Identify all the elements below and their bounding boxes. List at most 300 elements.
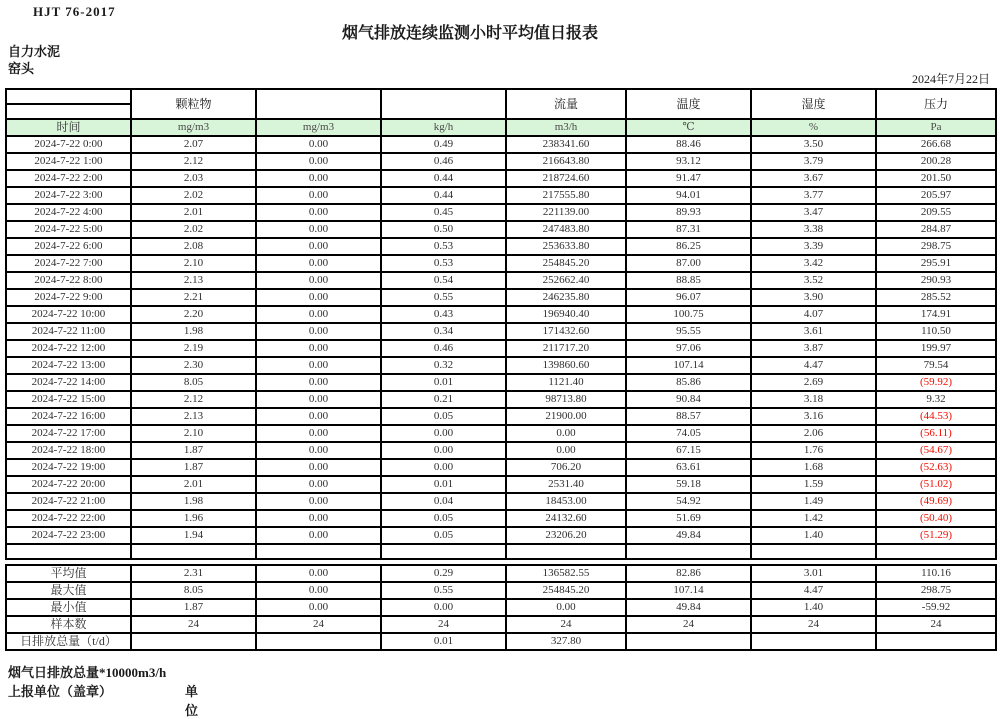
time-cell: 2024-7-22 13:00 [6, 357, 131, 374]
value-cell: 0.00 [256, 238, 381, 255]
value-cell: 199.97 [876, 340, 996, 357]
time-cell: 2024-7-22 10:00 [6, 306, 131, 323]
value-cell: 2531.40 [506, 476, 626, 493]
value-cell: 2.20 [131, 306, 256, 323]
summary-value-cell: 24 [256, 616, 381, 633]
summary-value-cell: 0.00 [256, 582, 381, 599]
value-cell: 0.00 [256, 425, 381, 442]
value-cell: 0.00 [256, 136, 381, 153]
summary-value-cell: 0.00 [256, 599, 381, 616]
summary-value-cell [131, 633, 256, 650]
value-cell: 0.00 [256, 153, 381, 170]
table-row [6, 425, 996, 442]
value-cell: (52.63) [876, 459, 996, 476]
value-cell: 94.01 [626, 187, 751, 204]
summary-value-cell [256, 633, 381, 650]
header-particulate: 颗粒物 [131, 89, 256, 119]
summary-value-cell: 136582.55 [506, 565, 626, 582]
value-cell: 1.87 [131, 442, 256, 459]
value-cell: 18453.00 [506, 493, 626, 510]
value-cell: 0.44 [381, 187, 506, 204]
table-row [6, 136, 996, 153]
value-cell: 0.01 [381, 476, 506, 493]
summary-value-cell: 3.01 [751, 565, 876, 582]
value-cell: 3.47 [751, 204, 876, 221]
report-table-area [5, 88, 995, 651]
value-cell: 100.75 [626, 306, 751, 323]
value-cell: 3.39 [751, 238, 876, 255]
value-cell: (44.53) [876, 408, 996, 425]
value-cell: 1.94 [131, 527, 256, 544]
summary-tbody [6, 565, 996, 650]
value-cell: 67.15 [626, 442, 751, 459]
value-cell: (49.69) [876, 493, 996, 510]
value-cell: 1.87 [131, 459, 256, 476]
value-cell: 0.00 [256, 289, 381, 306]
header-temperature: 温度 [626, 89, 751, 119]
summary-value-cell: 0.00 [256, 565, 381, 582]
value-cell: 87.00 [626, 255, 751, 272]
value-cell: 1.98 [131, 493, 256, 510]
value-cell: 0.00 [256, 391, 381, 408]
report-date: 2024年7月22日 [911, 72, 990, 86]
unit-time: 时间 [6, 119, 131, 136]
summary-value-cell [876, 633, 996, 650]
summary-label-cell: 样本数 [6, 616, 131, 633]
summary-value-cell: 24 [626, 616, 751, 633]
doc-standard-code: HJT 76-2017 [33, 4, 116, 19]
header-flow: 流量 [506, 89, 626, 119]
summary-label-cell: 最小值 [6, 599, 131, 616]
value-cell: 706.20 [506, 459, 626, 476]
table-row [6, 391, 996, 408]
time-cell: 2024-7-22 19:00 [6, 459, 131, 476]
value-cell: (54.67) [876, 442, 996, 459]
value-cell: 97.06 [626, 340, 751, 357]
value-cell: 174.91 [876, 306, 996, 323]
table-row [6, 527, 996, 544]
value-cell: 88.46 [626, 136, 751, 153]
flow-total-note: 烟气日排放总量*10000m3/h [8, 665, 167, 680]
time-cell: 2024-7-22 5:00 [6, 221, 131, 238]
value-cell: 0.46 [381, 153, 506, 170]
value-cell: 3.77 [751, 187, 876, 204]
unit-flow: m3/h [506, 119, 626, 136]
value-cell: 74.05 [626, 425, 751, 442]
value-cell: 139860.60 [506, 357, 626, 374]
table-row [6, 306, 996, 323]
time-cell: 2024-7-22 8:00 [6, 272, 131, 289]
value-cell: 2.02 [131, 187, 256, 204]
value-cell: 0.00 [256, 170, 381, 187]
value-cell: 0.34 [381, 323, 506, 340]
value-cell: 87.31 [626, 221, 751, 238]
value-cell: 3.87 [751, 340, 876, 357]
value-cell: 49.84 [626, 527, 751, 544]
value-cell: 0.00 [506, 442, 626, 459]
header-blank-2 [381, 89, 506, 119]
value-cell: 0.05 [381, 527, 506, 544]
summary-value-cell [626, 633, 751, 650]
value-cell: 2.12 [131, 153, 256, 170]
value-cell: 1.59 [751, 476, 876, 493]
value-cell: 0.00 [256, 306, 381, 323]
value-cell: 2.19 [131, 340, 256, 357]
value-cell: 4.47 [751, 357, 876, 374]
table-row [6, 170, 996, 187]
spacer-row [6, 544, 996, 559]
value-cell: 0.32 [381, 357, 506, 374]
value-cell: 2.13 [131, 272, 256, 289]
value-cell: 285.52 [876, 289, 996, 306]
value-cell: 0.00 [381, 459, 506, 476]
time-cell: 2024-7-22 3:00 [6, 187, 131, 204]
value-cell: 171432.60 [506, 323, 626, 340]
value-cell: 0.00 [256, 493, 381, 510]
unit-pressure: Pa [876, 119, 996, 136]
time-cell: 2024-7-22 22:00 [6, 510, 131, 527]
value-cell: 107.14 [626, 357, 751, 374]
monitoring-point-name: 窑头 [8, 61, 35, 76]
summary-row [6, 633, 996, 650]
value-cell: 59.18 [626, 476, 751, 493]
value-cell: 0.00 [256, 476, 381, 493]
value-cell: 2.01 [131, 476, 256, 493]
value-cell: 110.50 [876, 323, 996, 340]
value-cell [381, 544, 506, 559]
value-cell: 21900.00 [506, 408, 626, 425]
value-cell: 238341.60 [506, 136, 626, 153]
summary-value-cell: 2.31 [131, 565, 256, 582]
header-pressure: 压力 [876, 89, 996, 119]
time-cell: 2024-7-22 1:00 [6, 153, 131, 170]
value-cell: 0.53 [381, 255, 506, 272]
summary-value-cell: 24 [506, 616, 626, 633]
value-cell: 96.07 [626, 289, 751, 306]
table-row [6, 459, 996, 476]
value-cell: 2.69 [751, 374, 876, 391]
summary-table [5, 564, 997, 651]
value-cell: 246235.80 [506, 289, 626, 306]
value-cell: 24132.60 [506, 510, 626, 527]
value-cell [506, 544, 626, 559]
summary-value-cell: 24 [381, 616, 506, 633]
value-cell: 0.43 [381, 306, 506, 323]
value-cell: 201.50 [876, 170, 996, 187]
value-cell: 0.53 [381, 238, 506, 255]
value-cell: 4.07 [751, 306, 876, 323]
value-cell: 3.42 [751, 255, 876, 272]
value-cell: 295.91 [876, 255, 996, 272]
summary-row [6, 616, 996, 633]
value-cell: 218724.60 [506, 170, 626, 187]
value-cell: 2.21 [131, 289, 256, 306]
value-cell: 1.76 [751, 442, 876, 459]
summary-value-cell: 327.80 [506, 633, 626, 650]
unit-label: 单位 [185, 684, 199, 718]
value-cell: 63.61 [626, 459, 751, 476]
time-cell [6, 544, 131, 559]
summary-value-cell: 0.55 [381, 582, 506, 599]
time-cell: 2024-7-22 12:00 [6, 340, 131, 357]
unit-particulate: mg/m3 [131, 119, 256, 136]
table-row [6, 255, 996, 272]
value-cell: 0.00 [256, 408, 381, 425]
group-header-row [6, 89, 996, 104]
time-cell: 2024-7-22 7:00 [6, 255, 131, 272]
value-cell: 89.93 [626, 204, 751, 221]
value-cell: 88.57 [626, 408, 751, 425]
value-cell: 211717.20 [506, 340, 626, 357]
value-cell: 0.55 [381, 289, 506, 306]
time-cell: 2024-7-22 21:00 [6, 493, 131, 510]
value-cell: 0.00 [381, 442, 506, 459]
value-cell: 0.00 [256, 221, 381, 238]
summary-value-cell: 4.47 [751, 582, 876, 599]
summary-value-cell: 107.14 [626, 582, 751, 599]
value-cell: 252662.40 [506, 272, 626, 289]
summary-value-cell: 0.29 [381, 565, 506, 582]
value-cell: 253633.80 [506, 238, 626, 255]
value-cell: 2.12 [131, 391, 256, 408]
value-cell: 3.79 [751, 153, 876, 170]
table-row [6, 357, 996, 374]
value-cell: 54.92 [626, 493, 751, 510]
value-cell [256, 544, 381, 559]
value-cell: 1.68 [751, 459, 876, 476]
value-cell: 0.00 [256, 340, 381, 357]
header-time-blank-2 [6, 104, 131, 119]
summary-value-cell: 0.01 [381, 633, 506, 650]
value-cell: 205.97 [876, 187, 996, 204]
value-cell: 3.16 [751, 408, 876, 425]
time-cell: 2024-7-22 23:00 [6, 527, 131, 544]
header-blank-1 [256, 89, 381, 119]
value-cell: 0.46 [381, 340, 506, 357]
table-row [6, 187, 996, 204]
value-cell [876, 544, 996, 559]
value-cell: 2.07 [131, 136, 256, 153]
value-cell: 2.30 [131, 357, 256, 374]
report-unit-label: 上报单位（盖章） [8, 684, 113, 699]
value-cell: 3.18 [751, 391, 876, 408]
main-thead [6, 89, 996, 136]
value-cell: (51.02) [876, 476, 996, 493]
value-cell: 0.00 [256, 459, 381, 476]
value-cell: 3.50 [751, 136, 876, 153]
value-cell: 91.47 [626, 170, 751, 187]
value-cell: 254845.20 [506, 255, 626, 272]
value-cell: 90.84 [626, 391, 751, 408]
value-cell: 3.38 [751, 221, 876, 238]
value-cell: 85.86 [626, 374, 751, 391]
unit-mgm3: mg/m3 [256, 119, 381, 136]
summary-row [6, 582, 996, 599]
value-cell: 0.00 [506, 425, 626, 442]
time-cell: 2024-7-22 11:00 [6, 323, 131, 340]
table-row [6, 289, 996, 306]
table-row [6, 153, 996, 170]
value-cell: 0.01 [381, 374, 506, 391]
summary-label-cell: 最大值 [6, 582, 131, 599]
value-cell: 2.10 [131, 255, 256, 272]
unit-kgh: kg/h [381, 119, 506, 136]
unit-row [6, 119, 996, 136]
table-row [6, 476, 996, 493]
time-cell: 2024-7-22 17:00 [6, 425, 131, 442]
summary-value-cell: 8.05 [131, 582, 256, 599]
value-cell: 1.40 [751, 527, 876, 544]
summary-row [6, 565, 996, 582]
time-cell: 2024-7-22 18:00 [6, 442, 131, 459]
summary-value-cell: 110.16 [876, 565, 996, 582]
table-row [6, 323, 996, 340]
time-cell: 2024-7-22 20:00 [6, 476, 131, 493]
value-cell: 8.05 [131, 374, 256, 391]
table-row [6, 272, 996, 289]
value-cell: 1.96 [131, 510, 256, 527]
value-cell: (59.92) [876, 374, 996, 391]
value-cell: 2.06 [751, 425, 876, 442]
table-row [6, 510, 996, 527]
value-cell: 196940.40 [506, 306, 626, 323]
value-cell: 0.45 [381, 204, 506, 221]
time-cell: 2024-7-22 15:00 [6, 391, 131, 408]
table-row [6, 204, 996, 221]
summary-value-cell: 1.87 [131, 599, 256, 616]
value-cell: 0.00 [256, 374, 381, 391]
value-cell: 0.21 [381, 391, 506, 408]
value-cell: 247483.80 [506, 221, 626, 238]
table-row [6, 493, 996, 510]
value-cell: 0.00 [256, 323, 381, 340]
value-cell: 0.00 [256, 510, 381, 527]
value-cell: 95.55 [626, 323, 751, 340]
report-unit-line [8, 681, 199, 718]
value-cell: 88.85 [626, 272, 751, 289]
value-cell: 3.61 [751, 323, 876, 340]
value-cell: 3.52 [751, 272, 876, 289]
value-cell: 2.10 [131, 425, 256, 442]
table-row [6, 238, 996, 255]
value-cell [131, 544, 256, 559]
value-cell: 0.00 [256, 442, 381, 459]
value-cell: 216643.80 [506, 153, 626, 170]
table-row [6, 374, 996, 391]
value-cell: 0.00 [256, 187, 381, 204]
summary-row [6, 599, 996, 616]
summary-label-cell: 平均值 [6, 565, 131, 582]
value-cell: 1121.40 [506, 374, 626, 391]
value-cell: 0.00 [256, 272, 381, 289]
unit-humidity: % [751, 119, 876, 136]
time-cell: 2024-7-22 6:00 [6, 238, 131, 255]
summary-value-cell: 24 [751, 616, 876, 633]
value-cell: 290.93 [876, 272, 996, 289]
value-cell: 3.90 [751, 289, 876, 306]
value-cell: 0.00 [256, 255, 381, 272]
value-cell: 2.03 [131, 170, 256, 187]
table-row [6, 340, 996, 357]
summary-value-cell: 1.40 [751, 599, 876, 616]
value-cell: 0.04 [381, 493, 506, 510]
value-cell: 2.08 [131, 238, 256, 255]
summary-value-cell: 49.84 [626, 599, 751, 616]
value-cell: 0.00 [256, 204, 381, 221]
value-cell: (56.11) [876, 425, 996, 442]
time-cell: 2024-7-22 4:00 [6, 204, 131, 221]
value-cell: 217555.80 [506, 187, 626, 204]
value-cell: 0.00 [256, 527, 381, 544]
summary-value-cell: 254845.20 [506, 582, 626, 599]
summary-value-cell: 298.75 [876, 582, 996, 599]
value-cell [751, 544, 876, 559]
value-cell: 0.00 [256, 357, 381, 374]
value-cell [626, 544, 751, 559]
value-cell: 79.54 [876, 357, 996, 374]
value-cell: 3.67 [751, 170, 876, 187]
value-cell: 221139.00 [506, 204, 626, 221]
summary-value-cell: -59.92 [876, 599, 996, 616]
unit-temperature: ℃ [626, 119, 751, 136]
table-row [6, 442, 996, 459]
value-cell: 86.25 [626, 238, 751, 255]
page-title: 烟气排放连续监测小时平均值日报表 [341, 25, 598, 42]
time-cell: 2024-7-22 2:00 [6, 170, 131, 187]
summary-label-cell: 日排放总量（t/d） [6, 633, 131, 650]
value-cell: 9.32 [876, 391, 996, 408]
header-time-blank [6, 89, 131, 104]
value-cell: 0.54 [381, 272, 506, 289]
value-cell: 2.13 [131, 408, 256, 425]
value-cell: 0.50 [381, 221, 506, 238]
table-row [6, 408, 996, 425]
value-cell: 1.98 [131, 323, 256, 340]
table-row [6, 221, 996, 238]
summary-value-cell: 24 [876, 616, 996, 633]
summary-value-cell: 0.00 [381, 599, 506, 616]
value-cell: 209.55 [876, 204, 996, 221]
header-humidity: 湿度 [751, 89, 876, 119]
value-cell: 0.49 [381, 136, 506, 153]
summary-value-cell: 82.86 [626, 565, 751, 582]
time-cell: 2024-7-22 0:00 [6, 136, 131, 153]
time-cell: 2024-7-22 16:00 [6, 408, 131, 425]
value-cell: 284.87 [876, 221, 996, 238]
summary-value-cell [751, 633, 876, 650]
value-cell: 98713.80 [506, 391, 626, 408]
value-cell: 1.49 [751, 493, 876, 510]
value-cell: 23206.20 [506, 527, 626, 544]
value-cell: 200.28 [876, 153, 996, 170]
main-table [5, 88, 997, 560]
value-cell: 298.75 [876, 238, 996, 255]
value-cell: 51.69 [626, 510, 751, 527]
value-cell: 2.02 [131, 221, 256, 238]
value-cell: (50.40) [876, 510, 996, 527]
value-cell: 1.42 [751, 510, 876, 527]
value-cell: 0.05 [381, 510, 506, 527]
company-name: 自力水泥 [8, 44, 61, 59]
time-cell: 2024-7-22 14:00 [6, 374, 131, 391]
value-cell: 0.44 [381, 170, 506, 187]
main-tbody [6, 136, 996, 559]
value-cell: (51.29) [876, 527, 996, 544]
summary-value-cell: 0.00 [506, 599, 626, 616]
value-cell: 266.68 [876, 136, 996, 153]
value-cell: 2.01 [131, 204, 256, 221]
time-cell: 2024-7-22 9:00 [6, 289, 131, 306]
